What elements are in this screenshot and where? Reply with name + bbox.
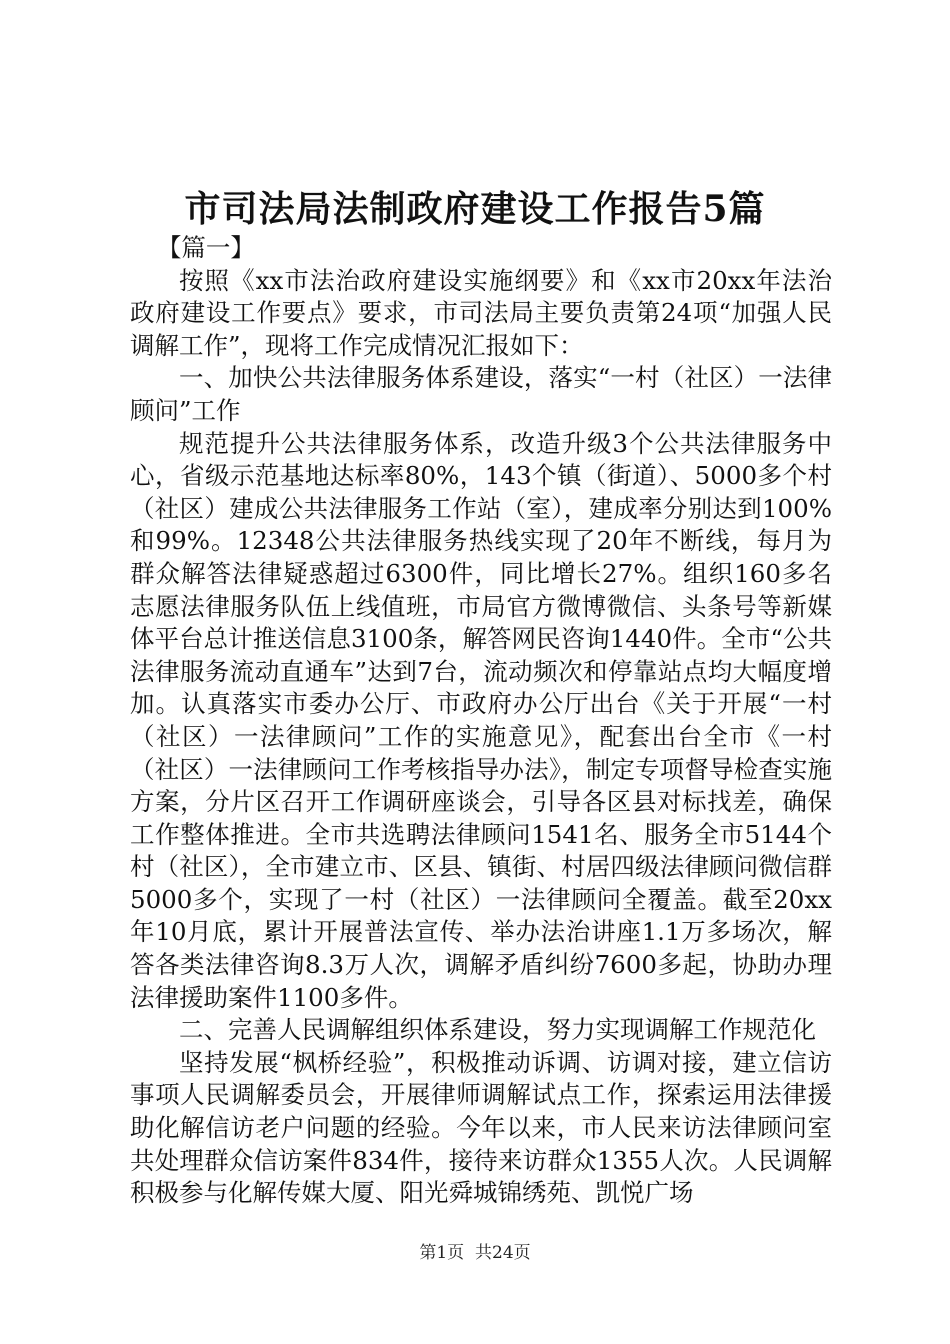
section-label: 【篇一】 bbox=[156, 233, 255, 262]
paragraph-section-2: 坚持发展“枫桥经验”，积极推动诉调、访调对接，建立信访事项人民调解委员会，开展律师调解试点工作，探索运用法律援助化解信访老户问题的经验。今年以来，市人民来访法律顾问室共处理群众信访案件834件，接待来访群众1355人次。人民调解积极参与化解传媒大厦、阳光舜城锦绣苑、凯悦广场 bbox=[130, 1047, 832, 1208]
paragraph-intro: 按照《xx市法治政府建设实施纲要》和《xx市20xx年法治政府建设工作要点》要求，市司法局主要负责第24项“加强人民调解工作”，现将工作完成情况汇报如下： bbox=[130, 265, 832, 360]
page-number: 第1页 bbox=[419, 1243, 465, 1263]
paragraph-section-1: 规范提升公共法律服务体系，改造升级3个公共法律服务中心，省级示范基地达标率80%，143个镇（街道）、5000多个村（社区）建成公共法律服务工作站（室），建成率分别达到100%和99%。12348公共法律服务热线实现了20年不断线，每月为群众解答法律疑惑超过6300件，同比增长27%。组织160多名志愿法律服务队伍上线值班，市局官方微博微信、头条号等新媒体平台总计推送信息3100条，解答网民咨询1440件。全市“公共法律服务流动直通车”达到7台，流动频次和停靠站点均大幅度增加。认真落实市委办公厅、市政府办公厅出台《关于开展“一村（社区）一法律顾问”工作的实施意见》，配套出台全市《一村（社区）一法律顾问工作考核指导办法》，制定专项督导检查实施方案，分片区召开工作调研座谈会，引导各区县对标找差，确保工作整体推进。全市共选聘法律顾问1541名、服务全市5144个村（社区），全市建立市、区县、镇街、村居四级法律顾问微信群5000多个，实现了一村（社区）一法律顾问全覆盖。截至20xx年10月底，累计开展普法宣传、举办法治讲座1.1万多场次，解答各类法律咨询8.3万人次，调解矛盾纠纷7600多起，协助办理法律援助案件1100多件。 bbox=[130, 428, 832, 1012]
document-title: 市司法局法制政府建设工作报告5篇 bbox=[184, 188, 766, 230]
page-total: 共24页 bbox=[475, 1243, 531, 1263]
section-heading-1: 一、加快公共法律服务体系建设，落实“一村（社区）一法律顾问”工作 bbox=[130, 363, 832, 425]
page-footer bbox=[0, 1241, 950, 1265]
section-heading-2: 二、完善人民调解组织体系建设，努力实现调解工作规范化 bbox=[179, 1015, 816, 1045]
document-body bbox=[130, 232, 832, 1210]
